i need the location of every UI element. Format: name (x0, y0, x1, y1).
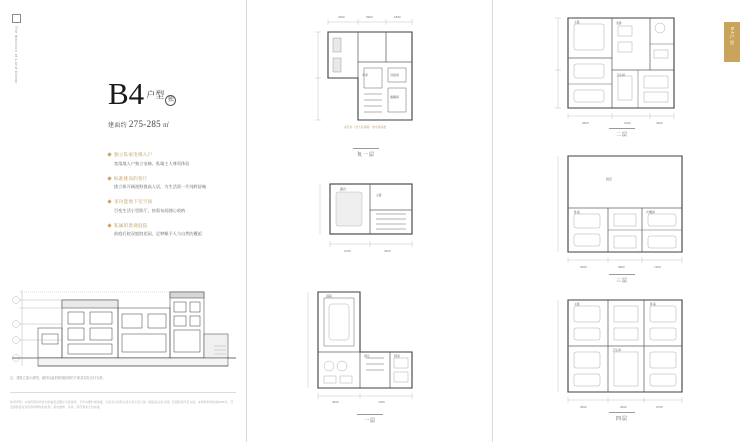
plan-basement-drawing (300, 8, 430, 138)
brand-logo (12, 14, 36, 84)
room-label: 主卧 (376, 193, 383, 197)
room-label: 衣帽间 (646, 210, 656, 214)
logo-square-icon (12, 14, 21, 23)
dim-text: 7200 (378, 400, 385, 404)
room-label: 次卧 (616, 21, 623, 25)
area-prefix: 建面约 (108, 123, 127, 129)
title-main: B4 (108, 76, 145, 111)
feature-item (108, 176, 228, 191)
plan-label-floor3: 三层 (592, 274, 652, 284)
plan-label-basement: 负一层 (336, 148, 396, 158)
dim-text: 1800 (394, 15, 401, 19)
dim-text: 7200 (654, 265, 661, 269)
room-label: 设备间 (390, 73, 400, 77)
plan-floor2b-drawing (546, 8, 696, 126)
column-divider-1 (246, 0, 247, 442)
plan-label-floor2: 二层 (592, 128, 652, 138)
plan-label-floor1: 一层 (340, 414, 400, 424)
side-tab-b4[interactable] (724, 22, 740, 62)
dim-text: 2700 (344, 249, 351, 253)
dim-text: 3900 (618, 265, 625, 269)
feature-desc: 宽落地入户独立电梯，私属主人尊贵体验 (114, 160, 190, 166)
room-label: 卧室 (574, 210, 581, 214)
area-line (108, 119, 176, 129)
plan-floor1-drawing (296, 284, 436, 404)
brand-vertical-text: The Mansion of Land·Ocean (14, 26, 18, 84)
room-label: 卫生间 (612, 348, 622, 352)
feature-title: 多功能地下室空间 (108, 199, 228, 205)
feature-title: 独立私家电梯入户 (108, 152, 228, 158)
room-label: 客厅 (364, 354, 371, 358)
feature-desc: 百变生活小型影厅，按需布局随心收纳 (114, 207, 186, 213)
title-suffix: 户型 (146, 90, 165, 100)
feature-item (108, 199, 228, 214)
dim-text: 3300 (384, 249, 391, 253)
dim-text: 3300 (580, 265, 587, 269)
dim-text: 2700 (656, 405, 663, 409)
room-label: 主卧 (574, 302, 581, 306)
plan-floor3-drawing (546, 148, 706, 272)
feature-title: 标准挑高的客厅 (108, 176, 228, 182)
room-label: 挑空 (606, 177, 613, 181)
dim-text: 4200 (656, 121, 663, 125)
left-info-panel (0, 0, 246, 442)
dim-text: 3600 (582, 121, 589, 125)
room-label: 厨房 (394, 354, 401, 358)
title-line (108, 78, 176, 111)
side-tab-label: B4户型 (730, 27, 735, 46)
plan-label-floor4: 四层 (592, 412, 652, 422)
page-title (108, 78, 176, 129)
room-label: 车库 (362, 73, 369, 77)
dim-text: 3600 (580, 405, 587, 409)
elevation-caption: 注：建筑立面示意图，最终以政府规划批准的方案及实际交付为准。 (10, 376, 106, 380)
room-label: 主卧 (574, 20, 581, 24)
legal-disclaimer: 免责声明：本宣传资料所发布的信息及图片仅供参考，不作为要约或承诺，买卖双方权利义务以双方签订的《商品房买卖合同》及其附件约定为准。本资料制作时间2021年，开发商保留对宣传资料修改的权利。室内装修、家具、陈设等非交付标准。 (10, 400, 234, 409)
column-divider-2 (492, 0, 493, 442)
feature-desc: 前庭后院双庭院花园，足够赋予人与自然的邂逅 (114, 231, 202, 236)
left-divider (10, 392, 236, 393)
room-label: 储藏间 (390, 95, 400, 99)
room-label: 庭院 (326, 294, 333, 298)
feature-desc: 挑立体开阔视野挑高人居，为生活留一片纯粹舒畅 (114, 184, 207, 189)
room-label: 卧室 (650, 302, 657, 306)
feature-item (108, 223, 228, 238)
dim-text: 3900 (366, 15, 373, 19)
area-value: 275-285 (128, 119, 161, 129)
elevation-drawing (10, 288, 238, 368)
area-unit: ㎡ (162, 123, 170, 129)
feature-list (108, 152, 228, 246)
feature-title: 私属的景观庭院 (108, 223, 228, 229)
plan-floor4-drawing (546, 292, 706, 410)
feature-item (108, 152, 228, 167)
dim-text: 3600 (332, 400, 339, 404)
room-label: 卫生间 (616, 73, 626, 77)
dim-text: 3300 (620, 405, 627, 409)
dim-text: 3300 (338, 15, 345, 19)
basement-note: 采光井（含下沉庭院）非交付标准 (344, 125, 386, 129)
title-circle-badge: 独 (165, 95, 176, 106)
plan-floor2-drawing (300, 166, 430, 256)
dim-text: 2100 (624, 121, 631, 125)
room-label: 露台 (340, 187, 347, 191)
